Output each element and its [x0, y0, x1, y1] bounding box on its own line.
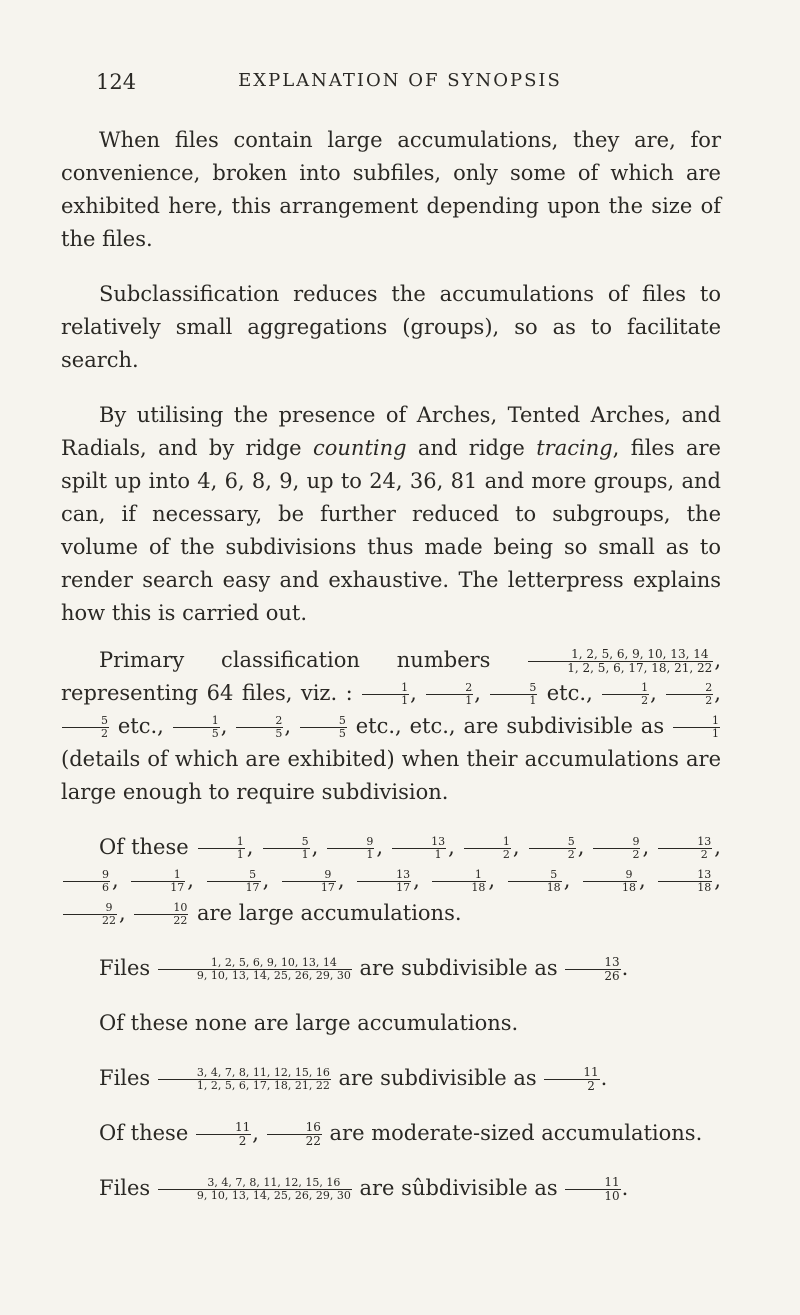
fraction: $\frac{1}{17}$	[131, 869, 185, 894]
paragraph-none-large: Of these none are large accumulations.	[99, 1011, 519, 1035]
fraction: $\frac{11}{10}$	[565, 1176, 620, 1203]
paragraph-large-accumulations: Of these $\frac{1}{1}$ , $\frac{5}{1}$ , $\frac{9}{1}$ , $\frac{13}{1}$ , $\frac{1}{2}$ , $\frac{5}{2}$ , $\frac{9}{2}$ , $\frac{13}{2}$ , $\frac{9}{6}$ , $\frac{1}{17}$ , $\frac{5}{17}$ , $\frac{9}{17}$ , $\frac{13}{17}$ , $\frac{1}{18}$ , $\frac{5}{18}$ , $\frac{9}{18}$ , $\frac{13}{18}$ , $\frac{9}{22}$ , $\frac{10}{22}$ are large accumulations.	[61, 831, 721, 930]
fraction: $\frac{9}{17}$	[282, 869, 336, 894]
fraction: $\frac{5}{18}$	[508, 869, 562, 894]
paragraph-files-1: Files $\frac{1, 2, 5, 6, 9, 10, 13, 14}{9, 10, 13, 14, 25, 26, 29, 30}$ are subdivisible as $\frac{13}{26}$ .	[99, 955, 629, 983]
fraction: $\frac{2}{1}$	[426, 682, 473, 707]
paragraph-subclassification: Subclassification reduces the accumulations of files to relatively small aggregations (groups), so as to facilitate search.	[61, 282, 721, 372]
fraction: $\frac{9}{1}$	[327, 836, 374, 861]
fraction: $\frac{1}{2}$	[464, 836, 511, 861]
fraction: $\frac{11}{2}$	[196, 1121, 251, 1148]
fraction: $\frac{13}{1}$	[392, 836, 446, 861]
fraction-files: $\frac{3, 4, 7, 8, 11, 12, 15, 16}{9, 10, 13, 14, 25, 26, 29, 30}$	[158, 1177, 352, 1202]
emphasis-tracing: tracing	[536, 436, 613, 460]
paragraph-files-2: Files $\frac{3, 4, 7, 8, 11, 12, 15, 16}{1, 2, 5, 6, 17, 18, 21, 22}$ are subdivisible as $\frac{11}{2}$ .	[99, 1065, 608, 1093]
fraction: $\frac{2}{2}$	[666, 682, 713, 707]
body-text	[61, 124, 721, 1227]
fraction: $\frac{1}{1}$	[198, 836, 245, 861]
fraction: $\frac{5}{1}$	[490, 682, 537, 707]
fraction: $\frac{1}{2}$	[602, 682, 649, 707]
fraction: $\frac{9}{18}$	[583, 869, 637, 894]
fraction: $\frac{5}{5}$	[300, 715, 347, 740]
paragraph-subfiles: When files contain large accumulations, they are, for convenience, broken into subfiles, only some of which are exhibited here, this arrangement depending upon the size of the files.	[61, 128, 721, 251]
emphasis-counting: counting	[312, 436, 407, 460]
fraction-files: $\frac{3, 4, 7, 8, 11, 12, 15, 16}{1, 2, 5, 6, 17, 18, 21, 22}$	[158, 1067, 331, 1092]
fraction: $\frac{11}{2}$	[544, 1066, 599, 1093]
paragraph-moderate: Of these $\frac{11}{2}$ , $\frac{16}{22}$ are moderate-sized accumulations.	[99, 1120, 703, 1148]
fraction: $\frac{13}{2}$	[658, 836, 712, 861]
fraction: $\frac{13}{18}$	[658, 869, 712, 894]
fraction: $\frac{16}{22}$	[267, 1121, 322, 1148]
page-number: 124	[96, 70, 137, 94]
fraction-list: $\frac{1}{1}$ , $\frac{5}{1}$ , $\frac{9}{1}$ , $\frac{13}{1}$ , $\frac{1}{2}$ , $\frac{5}{2}$ , $\frac{9}{2}$ , $\frac{13}{2}$ , $\frac{9}{6}$ , $\frac{1}{17}$ , $\frac{5}{17}$ , $\frac{9}{17}$ , $\frac{13}{17}$ , $\frac{1}{18}$ , $\frac{5}{18}$ , $\frac{9}{18}$ , $\frac{13}{18}$ , $\frac{9}{22}$ , $\frac{10}{22}$	[61, 835, 721, 925]
fraction: $\frac{13}{17}$	[357, 869, 411, 894]
fraction: $\frac{1}{1}$	[673, 715, 720, 740]
fraction: $\frac{1}{18}$	[432, 869, 486, 894]
fraction-primary-numbers: $\frac{1, 2, 5, 6, 9, 10, 13, 14}{1, 2, 5, 6, 17, 18, 21, 22}$	[528, 648, 713, 675]
fraction: $\frac{9}{6}$	[63, 869, 110, 894]
fraction: $\frac{9}{2}$	[593, 836, 640, 861]
fraction: $\frac{2}{5}$	[236, 715, 283, 740]
paragraph-arches: By utilising the presence of Arches, Tented Arches, and Radials, and by ridge counting and ridge tracing, files are spilt up into 4, 6, 8, 9, up to 24, 36, 81 and more groups, and can, if necessary, be further reduced to subgroups, the volume of the subdivisions thus made being so small as to render search easy and exhaustive. The letterpress explains how this is carried out.	[61, 403, 721, 625]
fraction: $\frac{5}{2}$	[529, 836, 576, 861]
paragraph-files-3: Files $\frac{3, 4, 7, 8, 11, 12, 15, 16}{9, 10, 13, 14, 25, 26, 29, 30}$ are sûbdivisible as $\frac{11}{10}$ .	[99, 1175, 629, 1203]
fraction: $\frac{1}{5}$	[173, 715, 220, 740]
fraction: $\frac{9}{22}$	[63, 902, 117, 927]
running-title: EXPLANATION OF SYNOPSIS	[238, 70, 562, 91]
page-header	[0, 70, 800, 110]
fraction: $\frac{5}{2}$	[62, 715, 109, 740]
paragraph-primary-classification: Primary classification numbers $\frac{1, 2, 5, 6, 9, 10, 13, 14}{1, 2, 5, 6, 17, 18, 21, 22}$ , representing 64 files, viz. : $\frac{1}{1}$ , $\frac{2}{1}$ , $\frac{5}{1}$ etc., $\frac{1}{2}$ , $\frac{2}{2}$ , $\frac{5}{2}$ etc., $\frac{1}{5}$ , $\frac{2}{5}$ , $\frac{5}{5}$ etc., etc., are subdivisible as $\frac{1}{1}$ (details of which are exhibited) when their accumulations are large enough to require subdivision.	[61, 647, 721, 804]
fraction: $\frac{5}{17}$	[207, 869, 261, 894]
fraction: $\frac{13}{26}$	[565, 956, 620, 983]
fraction: $\frac{10}{22}$	[134, 902, 188, 927]
fraction-files: $\frac{1, 2, 5, 6, 9, 10, 13, 14}{9, 10, 13, 14, 25, 26, 29, 30}$	[158, 957, 352, 982]
fraction: $\frac{5}{1}$	[263, 836, 310, 861]
fraction: $\frac{1}{1}$	[362, 682, 409, 707]
